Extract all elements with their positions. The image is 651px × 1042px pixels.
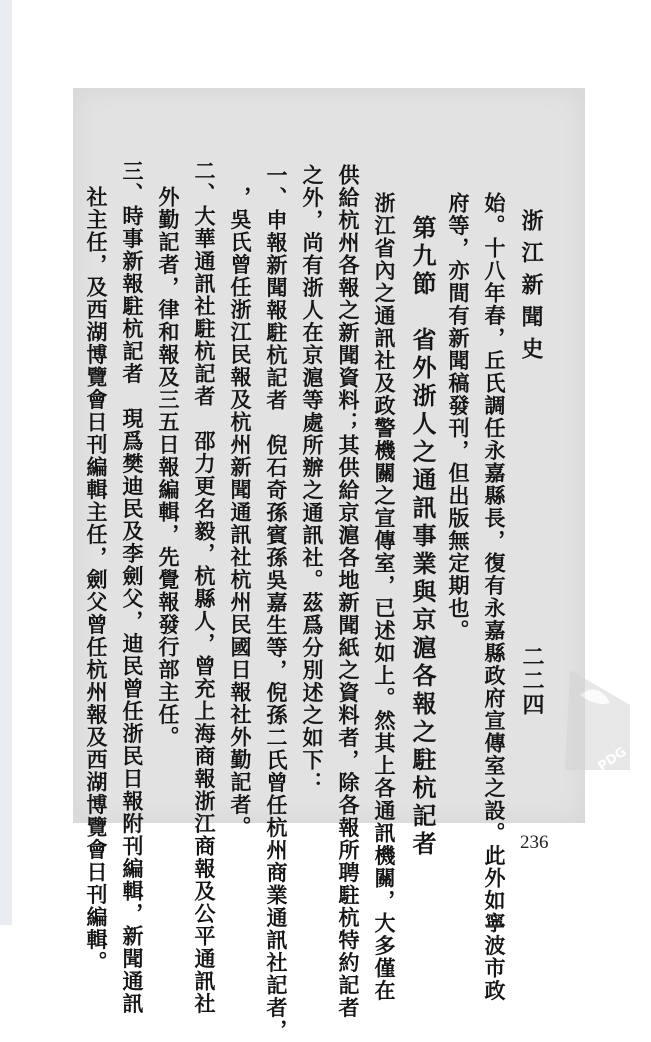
text-column-2: 府等，亦間有新聞稿發刊，但出版無定期也。 — [446, 192, 471, 642]
text-column-12: 社主任，及西湖博覽會日刊編輯主任，劍父曾任杭州報及西湖博覽會日刊編輯。 — [84, 186, 109, 974]
folio-number: 二二四 — [519, 645, 545, 717]
text-column-7: 一、申報新聞報駐杭記者 倪石奇孫賓孫吳嘉生等，倪孫二氏曾任杭州商業通訊社記者， — [264, 164, 289, 1042]
text-column-5: 供給杭州各報之新聞資料；其供給京滬各地新聞紙之資料者，除各報所聘駐杭特約記者 — [336, 164, 361, 1019]
viewer-left-edge — [0, 0, 12, 925]
running-title: 浙江新聞史 — [518, 209, 544, 369]
text-column-8: ，吳氏曾任浙江民報及杭州新聞通訊社杭州民國日報社外勤記者。 — [228, 186, 253, 839]
page-number: 236 — [520, 832, 549, 853]
pdg-watermark-label: PDG — [595, 744, 630, 775]
section-heading: 第九節 省外浙人之通訊事業與京滬各報之駐杭記者 — [408, 215, 437, 859]
text-column-10: 外勤記者，律和報及三五日報編輯，先覺報發行部主任。 — [156, 186, 181, 749]
text-column-6: 之外，尚有浙人在京滬等處所辦之通訊社。茲爲分別述之如下： — [300, 164, 325, 794]
text-column-1: 始。十八年春，丘氏調任永嘉縣長，復有永嘉縣政府宣傳室之設。此外如寧波市政 — [482, 192, 507, 1002]
scanned-page — [73, 88, 585, 823]
text-column-4: 浙江省內之通訊社及政警機關之宣傳室，已述如上。然其上各通訊機關，大多僅在 — [372, 192, 397, 1002]
text-column-11: 三、時事新報駐杭記者 現爲樊迪民及李劍父，迪民曾任浙民日報附刊編輯，新聞通訊 — [120, 160, 145, 1015]
text-column-9: 二、大華通訊社駐杭記者 邵力更名毅，杭縣人，曾充上海商報浙江商報及公平通訊社 — [192, 160, 217, 1015]
